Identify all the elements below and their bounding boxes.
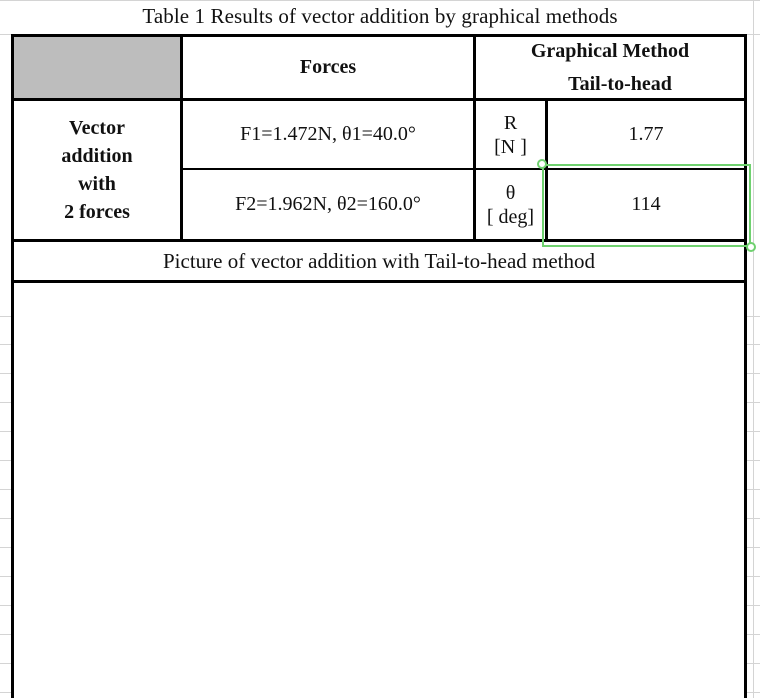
result-r-cell[interactable] — [548, 101, 744, 168]
header-corner-cell[interactable] — [14, 37, 181, 98]
row-label-vector-addition[interactable] — [14, 101, 180, 239]
row-label-line: 2 forces — [64, 201, 130, 223]
unit-theta-symbol: θ — [505, 181, 516, 204]
row-label-line: with — [78, 173, 116, 195]
header-tail-to-head-label: Tail-to-head — [568, 72, 672, 95]
header-tail-to-head[interactable] — [476, 70, 744, 98]
row-label-line: Vector — [69, 117, 125, 139]
picture-area[interactable] — [14, 283, 744, 698]
unit-r-unit: [N ] — [494, 135, 527, 158]
header-graphical-method-label: Graphical Method — [530, 39, 690, 62]
header-forces[interactable] — [183, 37, 473, 98]
force-f1-text: F1=1.472N, θ1=40.0° — [240, 123, 416, 145]
selection-handle-bottom-right[interactable] — [746, 242, 756, 252]
unit-r-cell[interactable] — [476, 101, 545, 168]
table-title: Table 1 Results of vector addition by graphical methods — [142, 4, 618, 28]
unit-theta-cell[interactable] — [476, 170, 545, 239]
result-theta-cell[interactable] — [548, 170, 744, 239]
picture-caption-text: Picture of vector addition with Tail-to-head method — [162, 248, 596, 273]
result-theta-value: 114 — [631, 193, 661, 215]
row-label-line: addition — [61, 145, 133, 167]
gridline — [753, 0, 754, 698]
header-graphical-method[interactable] — [476, 37, 744, 65]
force-f2-cell[interactable] — [183, 170, 473, 239]
picture-caption-cell[interactable] — [14, 242, 744, 280]
unit-r-symbol: R — [503, 111, 518, 134]
selection-handle-top-left[interactable] — [537, 159, 547, 169]
result-r-value: 1.77 — [628, 123, 664, 145]
unit-theta-unit: [ deg] — [486, 205, 535, 228]
table-border-right — [744, 34, 747, 698]
force-f2-text: F2=1.962N, θ2=160.0° — [235, 193, 421, 215]
gridline — [0, 0, 760, 1]
force-f1-cell[interactable] — [183, 101, 473, 168]
header-forces-label: Forces — [299, 56, 357, 78]
